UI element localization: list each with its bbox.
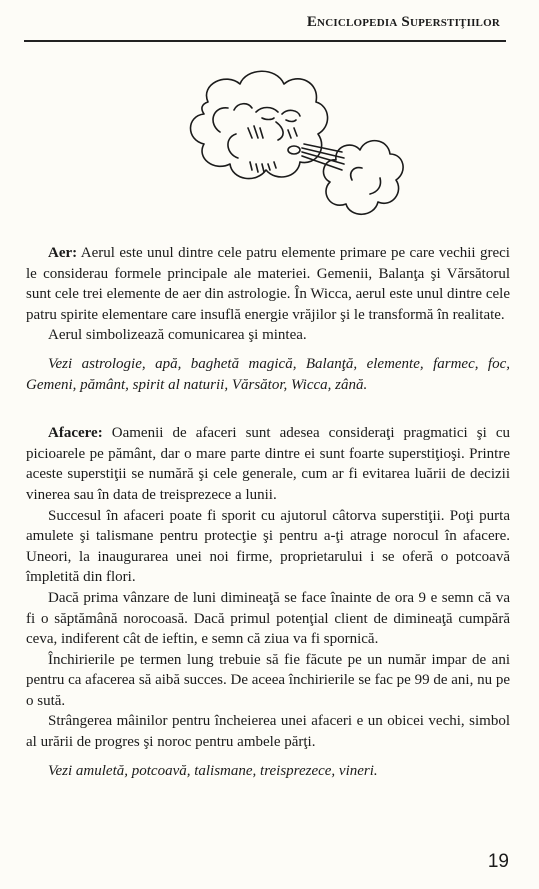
entry-afacere-p3: Dacă prima vânzare de luni dimineaţă se face înainte de ora 9 e semn că va fi o săptămână norocoasă. Dacă primul potenţial client de dimineaţă cumpără ceva, indiferent cât de ieftin, e semn că ziua va fi spornică. <box>26 589 510 648</box>
entry-term: Aer: <box>48 245 78 261</box>
entry-aer-see-also: Vezi astrologie, apă, baghetă magică, Balanţă, elemente, farmec, foc, Gemeni, pământ, spirit al naturii, Vărsător, Wicca, zână. <box>26 355 510 393</box>
entry-aer-p2: Aerul simbolizează comunicarea şi mintea. <box>48 327 307 344</box>
entry-afacere-p4: Închirierile pe termen lung trebuie să fie făcute pe un număr impar de ani pentru ca afacerea să aibă succes. De aceea închirierile se fac pe 99 de ani, nu pe o sută. <box>26 651 510 709</box>
entry-afacere-p2: Succesul în afaceri poate fi sporit cu ajutorul câtorva superstiţii. Poţi purta amulete şi talismane pentru protecţie şi pentru a-ţi atrage norocul în afacere. Uneori, la inaugurarea unei noi firme, proprietarului i se oferă o potcoavă împletită din flori. <box>26 507 510 586</box>
entry-afacere-p5: Strângerea mâinilor pentru încheierea unei afaceri e un obicei vechi, simbol al urării de progres şi noroc pentru ambele părţi. <box>26 713 510 751</box>
running-header <box>24 14 506 50</box>
header-rule <box>24 40 506 42</box>
header-title: Enciclopedia Superstiţiilor <box>306 14 500 30</box>
entry-afacere-see-also: Vezi amuletă, potcoavă, talismane, treisprezece, vineri. <box>48 762 378 779</box>
entry-aer-p1: Aer: Aerul este unul dintre cele patru elemente primare pe care vechii greci le considerau formele principale ale materiei. Gemenii, Balanţa şi Vărsătorul sunt cele trei elemente de aer din astrologie. În Wicca, aerul este unul dintre cele patru spirite elementare care insuflă energie vrăjilor şi le transformă în realitate. <box>26 245 510 323</box>
blowing-cloud-icon <box>138 62 418 242</box>
entry-term: Afacere: <box>48 425 103 442</box>
page-body <box>26 243 510 781</box>
page-number: 19 <box>487 851 509 872</box>
entry-afacere-p1: Afacere: Oamenii de afaceri sunt adesea consideraţi pragmatici şi cu picioarele pe pământ, dar o mare parte dintre ei sunt foarte superstiţioşi. Printre aceste superstiţii se numără şi cele generale, cum ar fi evitarea luării de decizii vinerea sau în data de treisprezece a lunii. <box>26 425 510 503</box>
